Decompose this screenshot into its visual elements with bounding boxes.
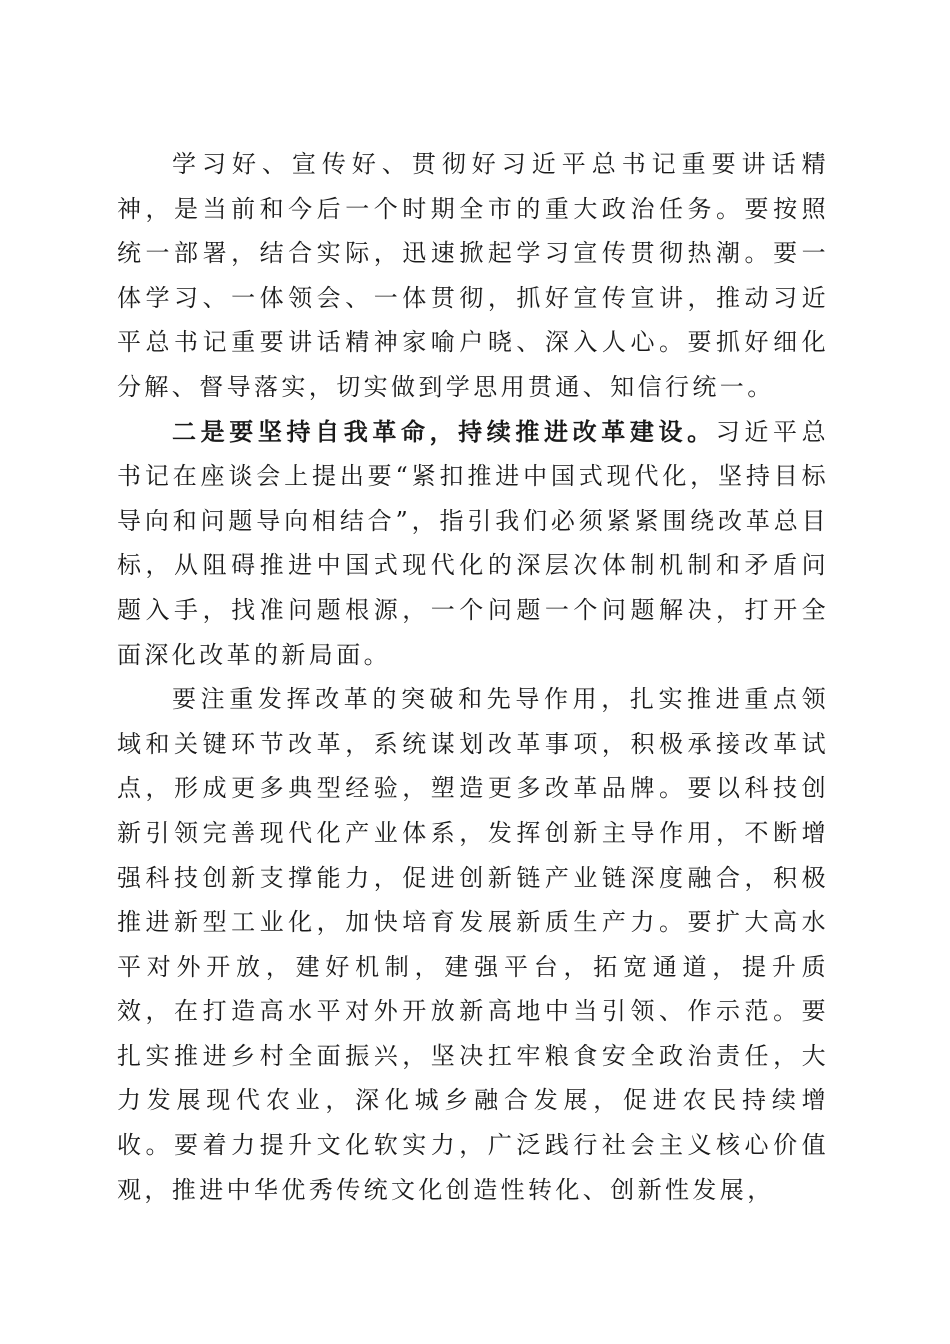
document-page <box>117 142 829 1212</box>
paragraph-2 <box>117 410 829 678</box>
paragraph-lead: 二是要坚持自我革命，持续推进改革建设。 <box>172 416 716 446</box>
paragraph-1 <box>117 142 829 410</box>
paragraph-text: 习近平总书记在座谈会上提出要“紧扣推进中国式现代化，坚持目标导向和问题导向相结合”，指引我们必须紧紧围绕改革总目标，从阻碍推进中国式现代化的深层次体制机制和矛盾问题入手，找准问题根源，一个问题一个问题解决，打开全面深化改革的新局面。 <box>117 417 829 669</box>
paragraph-text: 要注重发挥改革的突破和先导作用，扎实推进重点领域和关键环节改革，系统谋划改革事项，积极承接改革试点，形成更多典型经验，塑造更多改革品牌。要以科技创新引领完善现代化产业体系，发挥创新主导作用，不断增强科技创新支撑能力，促进创新链产业链深度融合，积极推进新型工业化，加快培育发展新质生产力。要扩大高水平对外开放，建好机制，建强平台，拓宽通道，提升质效，在打造高水平对外开放新高地中当引领、作示范。要扎实推进乡村全面振兴，坚决扛牢粮食安全政治责任，大力发展现代农业，深化城乡融合发展，促进农民持续增收。要着力提升文化软实力，广泛践行社会主义核心价值观，推进中华优秀传统文化创造性转化、创新性发展， <box>117 685 829 1204</box>
paragraph-text: 学习好、宣传好、贯彻好习近平总书记重要讲话精神，是当前和今后一个时期全市的重大政治任务。要按照统一部署，结合实际，迅速掀起学习宣传贯彻热潮。要一体学习、一体领会、一体贯彻，抓好宣传宣讲，推动习近平总书记重要讲话精神家喻户晓、深入人心。要抓好细化分解、督导落实，切实做到学思用贯通、知信行统一。 <box>117 150 829 401</box>
paragraph-3 <box>117 677 829 1212</box>
